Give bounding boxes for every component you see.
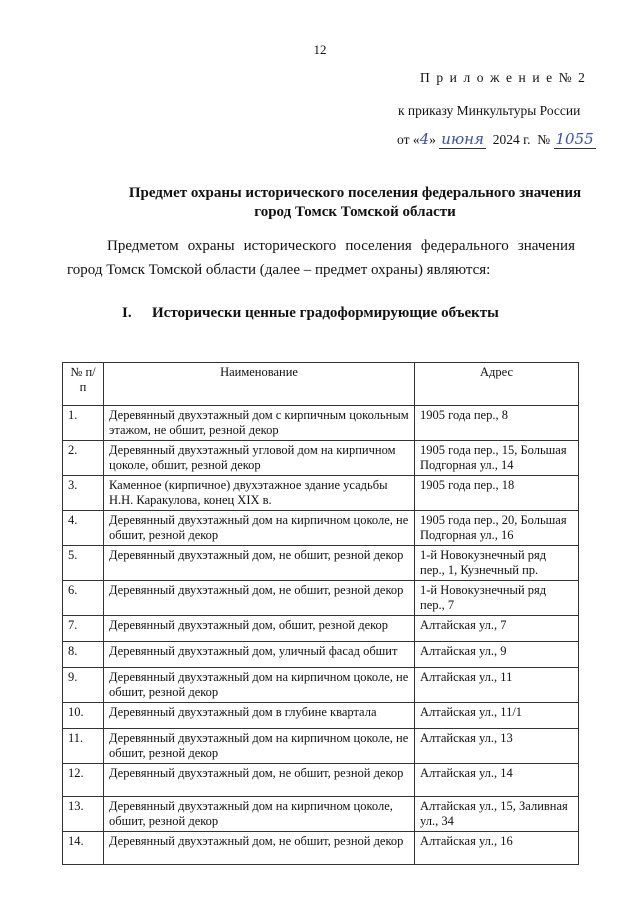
date-prefix: от « [397,132,420,147]
objects-table [62,362,579,865]
table-row [63,581,579,616]
row-name: Деревянный двухэтажный угловой дом на кирпичном цоколе, обшит, резной декор [104,441,415,476]
header-name: Наименование [104,363,415,406]
appendix-label: П р и л о ж е н и е № 2 [420,70,587,85]
table-row [63,797,579,832]
intro-paragraph [67,234,575,282]
row-number: 10. [63,703,104,729]
row-number: 4. [63,511,104,546]
row-address: Алтайская ул., 13 [415,729,579,764]
table-row [63,832,579,865]
table-row [63,616,579,642]
title-line-1: Предмет охраны исторического поселения федерального значения [128,185,582,201]
row-number: 3. [63,476,104,511]
table-row [63,668,579,703]
row-address: 1-й Новокузнечный ряд пер., 1, Кузнечный пр. [415,546,579,581]
row-name: Деревянный двухэтажный дом в глубине квартала [104,703,415,729]
date-mid: » [429,132,436,147]
table-row [63,703,579,729]
row-number: 7. [63,616,104,642]
row-address: Алтайская ул., 11 [415,668,579,703]
number-label: № [537,132,551,147]
row-name: Деревянный двухэтажный дом, не обшит, резной декор [104,832,415,865]
table-row [63,406,579,441]
row-address: 1905 года пер., 8 [415,406,579,441]
document-title [60,184,640,222]
row-number: 11. [63,729,104,764]
order-date-line [397,130,596,149]
header-num: № п/п [63,363,104,406]
table-row [63,642,579,668]
row-name: Деревянный двухэтажный дом, не обшит, резной декор [104,764,415,797]
row-name: Деревянный двухэтажный дом, уличный фасад обшит [104,642,415,668]
table-row [63,546,579,581]
row-name: Деревянный двухэтажный дом, не обшит, резной декор [104,581,415,616]
intro-line-1: Предметом охраны исторического поселения федерального значения [107,238,575,254]
table-body [63,406,579,865]
row-address: 1-й Новокузнечный ряд пер., 7 [415,581,579,616]
row-number: 14. [63,832,104,865]
row-name: Деревянный двухэтажный дом на кирпичном цоколе, не обшит, резной декор [104,729,415,764]
row-address: Алтайская ул., 14 [415,764,579,797]
row-name: Деревянный двухэтажный дом, не обшит, резной декор [104,546,415,581]
section-heading [122,305,499,322]
row-address: 1905 года пер., 18 [415,476,579,511]
date-day-handwritten: 4 [419,130,430,148]
table-row [63,729,579,764]
row-name: Деревянный двухэтажный дом, обшит, резной декор [104,616,415,642]
section-title: Исторически ценные градоформирующие объекты [152,305,499,321]
row-number: 8. [63,642,104,668]
row-address: 1905 года пер., 20, Большая Подгорная ул., 16 [415,511,579,546]
header-address: Адрес [415,363,579,406]
table-header-row [63,363,579,406]
date-year: 2024 г. [492,132,531,147]
row-name: Деревянный двухэтажный дом на кирпичном цоколе, обшит, резной декор [104,797,415,832]
row-name: Деревянный двухэтажный дом на кирпичном цоколе, не обшит, резной декор [104,511,415,546]
title-line-2: город Томск Томской области [254,204,456,220]
table-row [63,476,579,511]
order-reference: к приказу Минкультуры России [398,103,581,118]
row-address: 1905 года пер., 15, Большая Подгорная ул., 14 [415,441,579,476]
row-number: 5. [63,546,104,581]
row-address: Алтайская ул., 9 [415,642,579,668]
row-address: Алтайская ул., 15, Заливная ул., 34 [415,797,579,832]
order-number-handwritten: 1055 [555,130,594,148]
row-number: 6. [63,581,104,616]
row-number: 1. [63,406,104,441]
row-address: Алтайская ул., 11/1 [415,703,579,729]
row-address: Алтайская ул., 7 [415,616,579,642]
table-row [63,764,579,797]
section-number: I. [122,305,132,321]
row-number: 13. [63,797,104,832]
row-number: 12. [63,764,104,797]
page-number: 12 [313,42,327,57]
date-month-handwritten: июня [441,130,484,148]
row-name: Каменное (кирпичное) двухэтажное здание усадьбы Н.Н. Каракулова, конец XIX в. [104,476,415,511]
table-row [63,441,579,476]
row-name: Деревянный двухэтажный дом на кирпичном цоколе, не обшит, резной декор [104,668,415,703]
row-number: 9. [63,668,104,703]
row-number: 2. [63,441,104,476]
row-address: Алтайская ул., 16 [415,832,579,865]
row-name: Деревянный двухэтажный дом с кирпичным цокольным этажом, не обшит, резной декор [104,406,415,441]
table-row [63,511,579,546]
intro-line-2: город Томск Томской области (далее – предмет охраны) являются: [67,262,491,278]
